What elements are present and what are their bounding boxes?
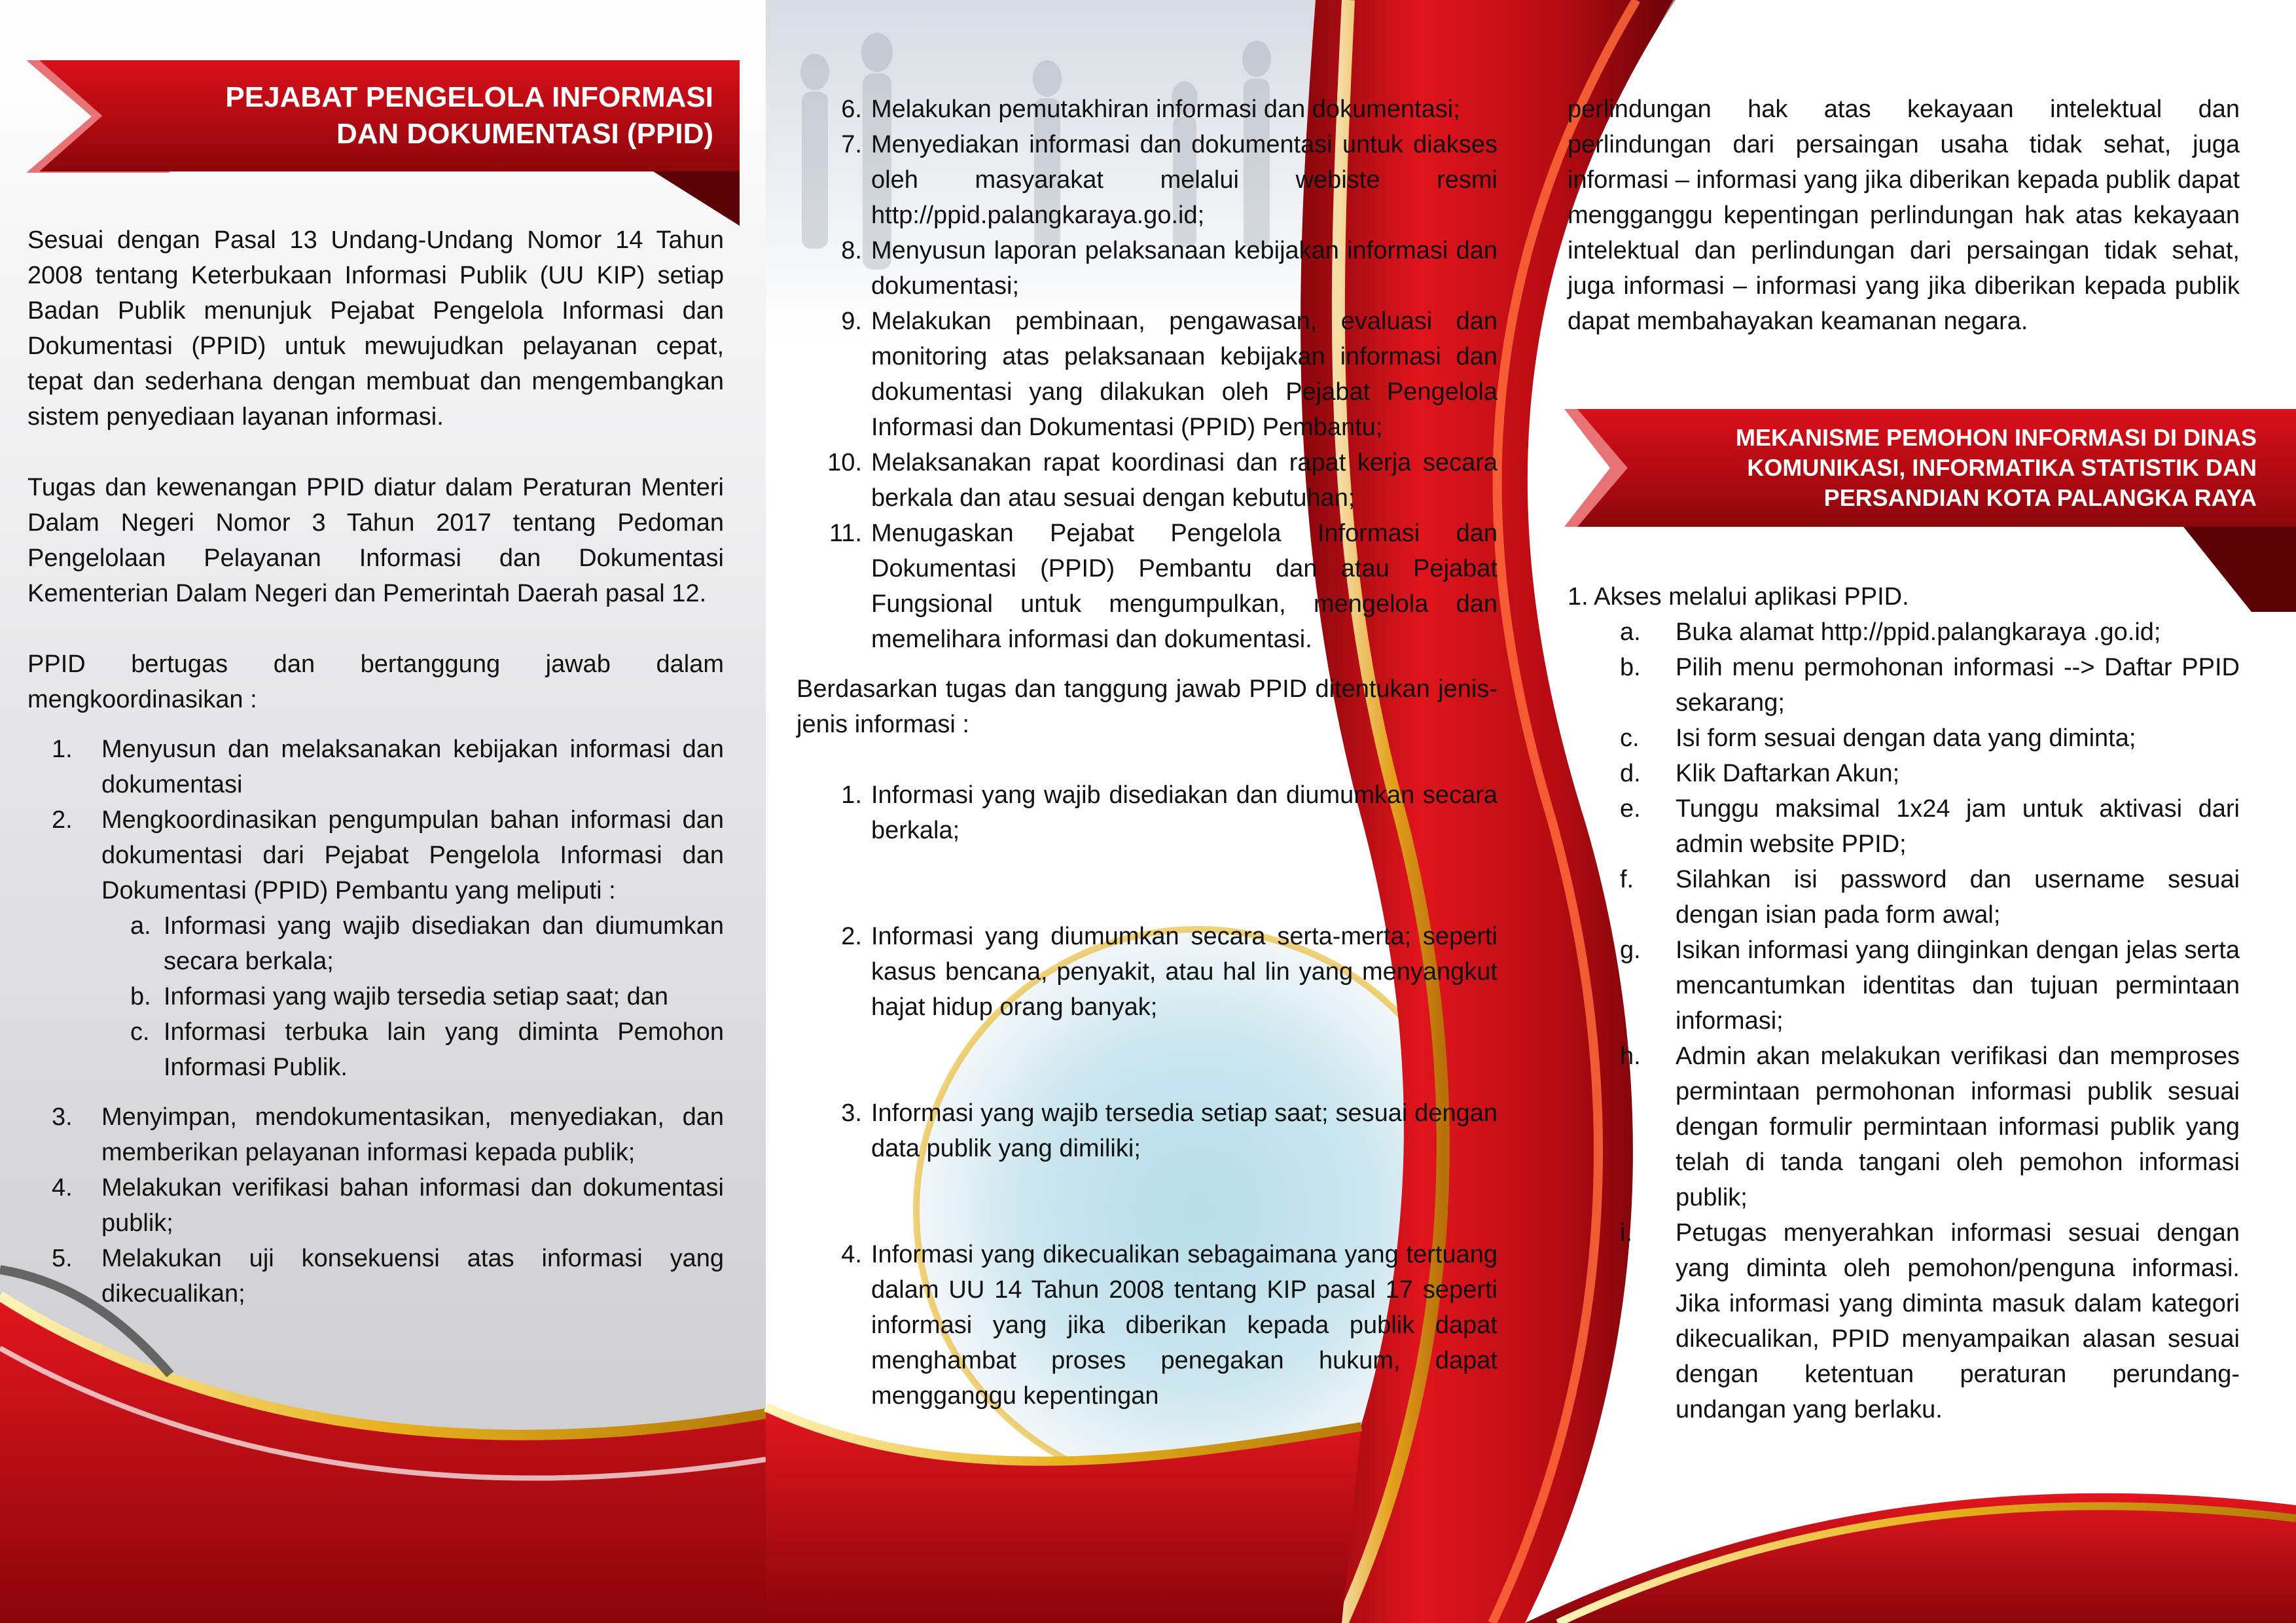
list-item [797, 777, 1498, 848]
list-text: Informasi yang diumumkan secara serta-merta; seperti kasus bencana, penyakit, atau hal lin yang menyangkut hajat hidup orang banyak; [871, 923, 1498, 1021]
list-text: Menyimpan, mendokumentasikan, menyediakan, dan memberikan pelayanan informasi kepada publik; [101, 1103, 724, 1166]
list-item [797, 304, 1498, 445]
list-item [797, 1237, 1498, 1414]
list-number: 6. [841, 96, 862, 123]
sub-list-letter: a. [130, 912, 151, 940]
sub-list-text: Informasi terbuka lain yang diminta Pemohon Informasi Publik. [164, 1018, 724, 1081]
list-item [27, 1099, 724, 1170]
step-text: Silahkan isi password dan username sesuai dengan isian pada form awal; [1676, 866, 2240, 929]
step-text: Klik Daftarkan Akun; [1676, 760, 1900, 787]
list-item [27, 1241, 724, 1311]
ppid-title [225, 60, 713, 171]
step-text: Isikan informasi yang diinginkan dengan jelas serta mencantumkan identitas dan tujuan permintaan informasi; [1676, 936, 2240, 1035]
step-letter: c. [1620, 724, 1640, 752]
step-text: Tunggu maksimal 1x24 jam untuk aktivasi dari admin website PPID; [1676, 795, 2240, 858]
step-item [1568, 1215, 2240, 1427]
step-text: Petugas menyerahkan informasi sesuai dengan yang diminta oleh pemohon/penguna informasi. Jika informasi yang diminta masuk dalam kategori dikecualikan, PPID menyampaikan alasan sesuai dengan ketentuan peraturan perundang- undangan yang berlaku. [1676, 1219, 2240, 1423]
list-item [797, 919, 1498, 1025]
sub-list-letter: c. [130, 1018, 150, 1046]
list-text: Informasi yang wajib tersedia setiap saat; sesuai dengan data publik yang dimiliki; [871, 1099, 1498, 1162]
list-number: 5. [52, 1245, 73, 1272]
list-text: Melakukan verifikasi bahan informasi dan dokumentasi publik; [101, 1174, 724, 1237]
jenis-informasi-list [797, 777, 1498, 1414]
step-text: Pilih menu permohonan informasi --> Daftar PPID sekarang; [1676, 654, 2240, 717]
step-item [1568, 933, 2240, 1039]
list-item [797, 233, 1498, 304]
list-text: Menugaskan Pejabat Pengelola Informasi dan Dokumentasi (PPID) Pembantu dan atau Pejabat Fungsional untuk mengumpulkan, mengelola dan memelihara informasi dan dokumentasi. [871, 520, 1498, 653]
list-text: Melaksanakan rapat koordinasi dan rapat kerja secara berkala dan atau sesuai dengan kebutuhan; [871, 449, 1498, 512]
list-text: Melakukan pemutakhiran informasi dan dokumentasi; [871, 96, 1460, 123]
list-number: 1. [841, 781, 862, 809]
list-text: Melakukan uji konsekuensi atas informasi yang dikecualikan; [101, 1245, 724, 1308]
access-heading: 1. Akses melalui aplikasi PPID. [1568, 583, 1909, 611]
mekanisme-title-banner [1577, 409, 2296, 527]
list-item [27, 732, 724, 802]
step-item [1568, 756, 2240, 791]
continuation-paragraph: perlindungan hak atas kekayaan intelektual dan perlindungan dari persaingan usaha tidak sehat, juga informasi – informasi yang jika diberikan kepada publik dapat mengganggu kepentingan perlindungan hak atas kekayaan intelektual dan perlindungan dari persaingan tidak sehat, juga informasi – informasi yang jika diberikan kepada publik dapat membahayakan keamanan negara. [1568, 96, 2240, 335]
ppid-title-line-1: PEJABAT PENGELOLA INFORMASI [225, 81, 713, 113]
step-letter: e. [1620, 795, 1641, 823]
step-letter: b. [1620, 654, 1641, 681]
list-number: 2. [52, 806, 73, 834]
step-letter: i. [1620, 1219, 1632, 1247]
step-letter: f. [1620, 866, 1634, 893]
step-item [1568, 862, 2240, 933]
list-number: 3. [841, 1099, 862, 1127]
sub-list-text: Informasi yang wajib tersedia setiap saat; dan [164, 983, 668, 1010]
step-item [1568, 721, 2240, 756]
list-number: 7. [841, 131, 862, 158]
step-item [1568, 650, 2240, 721]
steps-list [1568, 615, 2240, 1427]
ppid-title-line-2: DAN DOKUMENTASI (PPID) [336, 118, 713, 150]
list-number: 4. [52, 1174, 73, 1202]
sub-list-text: Informasi yang wajib disediakan dan diumumkan secara berkala; [164, 912, 724, 975]
list-item [797, 92, 1498, 127]
list-number: 1. [52, 736, 73, 763]
sub-list-item [101, 979, 724, 1014]
list-text: Menyusun dan melaksanakan kebijakan informasi dan dokumentasi [101, 736, 724, 798]
list-number: 10. [827, 449, 862, 476]
mekanisme-title-line-2: KOMUNIKASI, INFORMATIKA STATISTIK DAN [1747, 454, 2257, 481]
step-letter: g. [1620, 936, 1641, 964]
sub-list [27, 908, 724, 1085]
duties-continued-list [797, 92, 1498, 657]
list-text: Menyusun laporan pelaksanaan kebijakan informasi dan dokumentasi; [871, 237, 1498, 300]
step-text: Buka alamat http://ppid.palangkaraya .go.id; [1676, 618, 2161, 646]
ppid-title-banner [39, 60, 740, 171]
list-item [797, 516, 1498, 657]
list-number: 2. [841, 923, 862, 950]
list-item [797, 1096, 1498, 1166]
list-number: 8. [841, 237, 862, 264]
mekanisme-title-line-3: PERSANDIAN KOTA PALANGKA RAYA [1823, 484, 2257, 511]
step-letter: a. [1620, 618, 1641, 646]
list-item [27, 802, 724, 908]
list-number: 11. [829, 520, 862, 547]
sub-list-item [101, 1014, 724, 1085]
list-text: Informasi yang wajib disediakan dan diumumkan secara berkala; [871, 781, 1498, 844]
mekanisme-steps [1568, 579, 2240, 1427]
tugas-paragraph: Tugas dan kewenangan PPID diatur dalam Peraturan Menteri Dalam Negeri Nomor 3 Tahun 2017 tentang Pedoman Pengelolaan Pelayanan Informasi dan Dokumentasi Kementerian Dalam Negeri dan Pemerintah Daerah pasal 12. [27, 474, 724, 607]
intro-paragraph: Sesuai dengan Pasal 13 Undang-Undang Nomor 14 Tahun 2008 tentang Keterbukaan Informasi Publik (UU KIP) setiap Badan Publik menunjuk Pejabat Pengelola Informasi dan Dokumentasi (PPID) untuk mewujudkan pelayanan cepat, tepat dan sederhana dengan membuat dan mengembangkan sistem penyediaan layanan informasi. [27, 226, 724, 431]
duties-list [27, 732, 724, 1311]
list-text: Melakukan pembinaan, pengawasan, evaluasi dan monitoring atas pelaksanaan kebijakan informasi dan dokumentasi yang dilakukan oleh Pejabat Pengelola Informasi dan Dokumentasi (PPID) Pembantu; [871, 308, 1498, 441]
list-number: 9. [841, 308, 862, 335]
list-text: Mengkoordinasikan pengumpulan bahan informasi dan dokumentasi dari Pejabat Pengelola Informasi dan Dokumentasi (PPID) Pembantu yang meliputi : [101, 806, 724, 904]
step-item [1568, 1039, 2240, 1215]
step-item [1568, 791, 2240, 862]
sub-list-letter: b. [130, 983, 151, 1010]
list-item [27, 1170, 724, 1241]
duties-intro: PPID bertugas dan bertanggung jawab dalam mengkoordinasikan : [27, 651, 724, 713]
jenis-intro: Berdasarkan tugas dan tanggung jawab PPID ditentukan jenis-jenis informasi : [797, 675, 1498, 738]
list-number: 3. [52, 1103, 73, 1131]
list-item [797, 445, 1498, 516]
step-letter: d. [1620, 760, 1641, 787]
list-text: Informasi yang dikecualikan sebagaimana yang tertuang dalam UU 14 Tahun 2008 tentang KIP pasal 17 seperti informasi yang jika diberikan kepada publik dapat menghambat proses penegakan hukum, dapat mengganggu kepentingan [871, 1241, 1498, 1410]
step-text: Admin akan melakukan verifikasi dan memproses permintaan permohonan informasi publik sesuai dengan formulir permintaan informasi publik yang telah di tanda tangani oleh pemohon informasi publik; [1676, 1043, 2240, 1211]
left-column-text [27, 223, 724, 1311]
middle-column-text [797, 92, 1498, 1414]
step-text: Isi form sesuai dengan data yang diminta; [1676, 724, 2136, 752]
mekanisme-title-line-1: MEKANISME PEMOHON INFORMASI DI DINAS [1735, 424, 2257, 451]
list-text: Menyediakan informasi dan dokumentasi untuk diakses oleh masyarakat melalui webiste resmi http://ppid.palangkaraya.go.id; [871, 131, 1498, 229]
step-item [1568, 615, 2240, 650]
mekanisme-title [1736, 409, 2257, 527]
step-letter: h. [1620, 1043, 1641, 1070]
list-item [797, 127, 1498, 233]
list-number: 4. [841, 1241, 862, 1268]
sub-list-item [101, 908, 724, 979]
right-column-continuation [1568, 92, 2240, 339]
